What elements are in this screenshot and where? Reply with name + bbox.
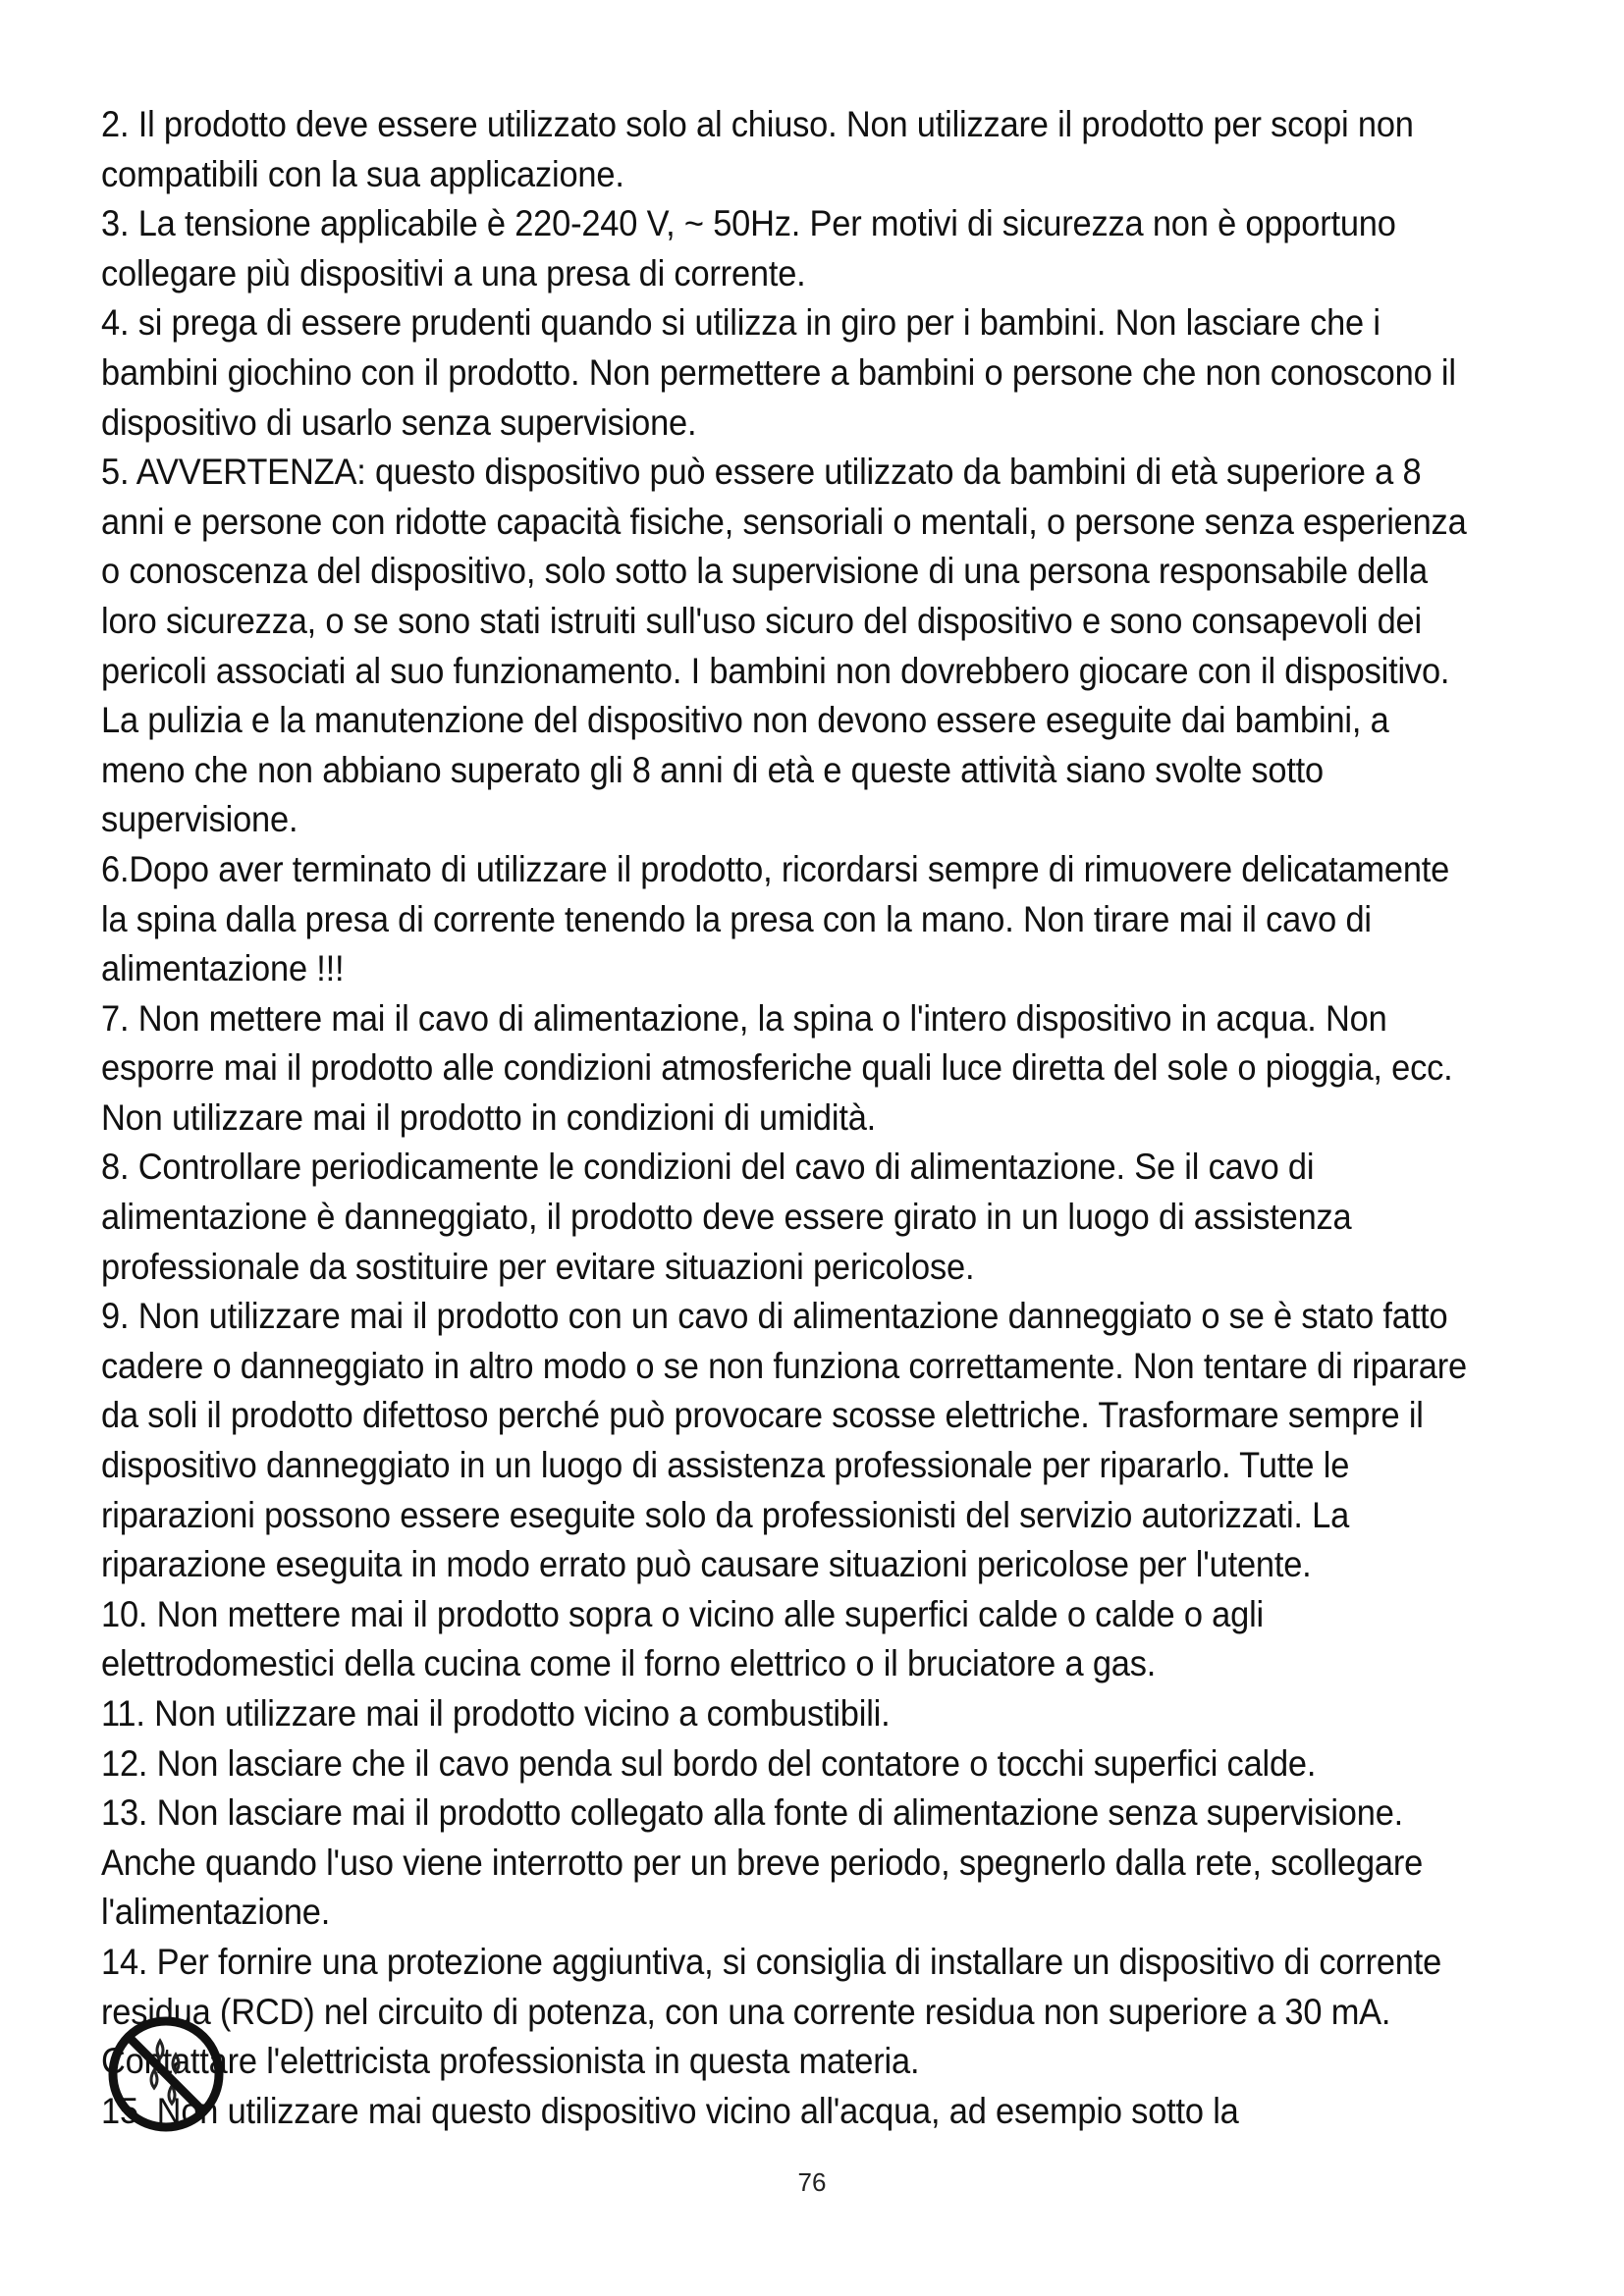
page-number: 76 [797, 2167, 827, 2197]
prohibition-sign-icon [103, 2011, 229, 2137]
instruction-2: 2. Il prodotto deve essere utilizzato solo al chiuso. Non utilizzare il prodotto per scopi non compatibili con la sua applicazione. [101, 104, 1414, 194]
instruction-10: 10. Non mettere mai il prodotto sopra o vicino alle superfici calde o calde o agli elettrodomestici della cucina come il forno elettrico o il bruciatore a gas. [101, 1593, 1265, 1684]
instruction-15: 15. Non utilizzare mai questo dispositivo vicino all'acqua, ad esempio sotto la [101, 2090, 1239, 2131]
instruction-9: 9. Non utilizzare mai il prodotto con un cavo di alimentazione danneggiato o se è stato fatto cadere o danneggiato in altro modo o se non funziona correttamente. Non tentare di riparare da soli il prodotto difettoso perché può provocare scosse elettriche. Trasformare sempre il dispositivo danneggiato in un luogo di assistenza professionale per ripararlo. Tutte le riparazioni possono essere eseguite solo da professionisti del servizio autorizzati. La riparazione eseguita in modo errato può causare situazioni pericolose per l'utente. [101, 1296, 1467, 1585]
instruction-12: 12. Non lasciare che il cavo penda sul bordo del contatore o tocchi superfici calde. [101, 1742, 1317, 1784]
instruction-13: 13. Non lasciare mai il prodotto collegato alla fonte di alimentazione senza supervisione. Anche quando l'uso viene interrotto per un breve periodo, spegnerlo dalla rete, scollegare l'alimentazione. [101, 1792, 1424, 1933]
instruction-5: 5. AVVERTENZA: questo dispositivo può essere utilizzato da bambini di età superiore a 8 anni e persone con ridotte capacità fisiche, sensoriali o mentali, o persone senza esperienza o conoscenza del dispositivo, solo sotto la supervisione di una persona responsabile della loro sicurezza, o se sono stati istruiti sull'uso sicuro del dispositivo e sono consapevoli dei pericoli associati al suo funzionamento. I bambini non dovrebbero giocare con il dispositivo. La pulizia e la manutenzione del dispositivo non devono essere eseguite dai bambini, a meno che non abbiano superato gli 8 anni di età e queste attività siano svolte sotto supervisione. [101, 452, 1467, 840]
instruction-8: 8. Controllare periodicamente le condizioni del cavo di alimentazione. Se il cavo di alimentazione è danneggiato, il prodotto deve essere girato in un luogo di assistenza professionale da sostituire per evitare situazioni pericolose. [101, 1147, 1352, 1287]
instruction-4: 4. si prega di essere prudenti quando si utilizza in giro per i bambini. Non lasciare che i bambini giochino con il prodotto. Non permettere a bambini o persone che non conoscono il dispositivo di usarlo senza supervisione. [101, 302, 1456, 443]
instruction-3: 3. La tensione applicabile è 220-240 V, ~ 50Hz. Per motivi di sicurezza non è opportuno collegare più dispositivi a una presa di corrente. [101, 203, 1396, 294]
instruction-14: 14. Per fornire una protezione aggiuntiva, si consiglia di installare un dispositivo di corrente residua (RCD) nel circuito di potenza, con una corrente residua non superiore a 30 mA. Contattare l'elettricista professionista in questa materia. [101, 1941, 1442, 2082]
instruction-11: 11. Non utilizzare mai il prodotto vicino a combustibili. [101, 1693, 891, 1734]
safety-instructions [101, 100, 1471, 2136]
no-water-prohibition-icon [103, 2011, 229, 2137]
instruction-7: 7. Non mettere mai il cavo di alimentazione, la spina o l'intero dispositivo in acqua. Non esporre mai il prodotto alle condizioni atmosferiche quali luce diretta del sole o pioggia, ecc. Non utilizzare mai il prodotto in condizioni di umidità. [101, 997, 1453, 1138]
instruction-6: 6.Dopo aver terminato di utilizzare il prodotto, ricordarsi sempre di rimuovere delicatamente la spina dalla presa di corrente tenendo la presa con la mano. Non tirare mai il cavo di alimentazione !!! [101, 848, 1450, 989]
